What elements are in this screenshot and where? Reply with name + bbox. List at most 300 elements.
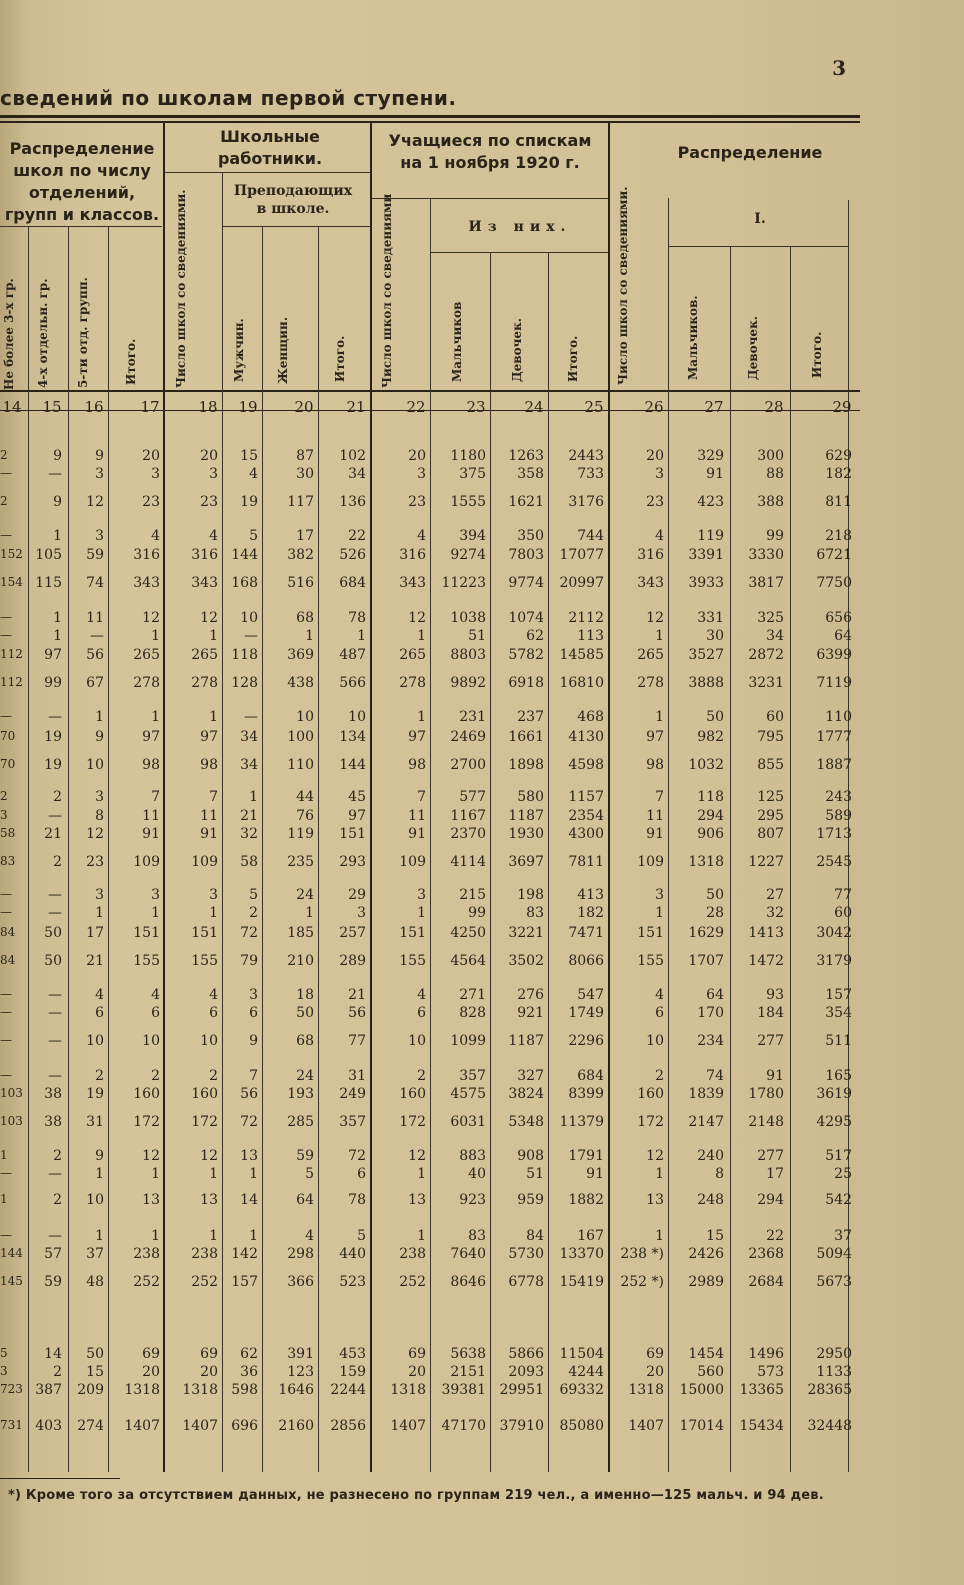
- table-cell: 17: [296, 528, 314, 544]
- table-cell: 1: [655, 628, 664, 644]
- table-cell: 67: [86, 675, 104, 691]
- table-cell: 25: [834, 1166, 852, 1182]
- table-cell: 144: [0, 1246, 23, 1260]
- table-cell: 70: [0, 757, 16, 771]
- col-header-rotated: Не более 3-х гр.: [2, 278, 16, 390]
- table-cell: 278: [637, 675, 664, 691]
- table-cell: 58: [0, 826, 16, 840]
- table-cell: —: [0, 528, 12, 542]
- table-cell: 278: [191, 675, 218, 691]
- table-cell: 5782: [508, 647, 544, 663]
- table-cell: 10: [296, 709, 314, 725]
- table-cell: 369: [287, 647, 314, 663]
- table-cell: 210: [287, 953, 314, 969]
- table-cell: 3: [209, 887, 218, 903]
- table-cell: 2368: [748, 1246, 784, 1262]
- table-cell: 9: [95, 1148, 104, 1164]
- table-cell: 1: [0, 1192, 8, 1206]
- table-cell: 77: [834, 887, 852, 903]
- table-cell: 34: [766, 628, 784, 644]
- table-cell: —: [48, 466, 62, 482]
- table-cell: 316: [191, 547, 218, 563]
- table-cell: 723: [0, 1382, 23, 1396]
- table-cell: 30: [296, 466, 314, 482]
- table-cell: 72: [240, 1114, 258, 1130]
- table-cell: 744: [577, 528, 604, 544]
- table-cell: 85080: [559, 1418, 604, 1434]
- table-cell: 24: [296, 1068, 314, 1084]
- table-cell: 343: [191, 575, 218, 591]
- table-cell: 343: [133, 575, 160, 591]
- table-cell: 238: [133, 1246, 160, 1262]
- header-subrule: [165, 172, 370, 173]
- table-cell: 2: [151, 1068, 160, 1084]
- header-subrule: [222, 226, 370, 227]
- table-cell: 1: [655, 1228, 664, 1244]
- table-cell: 50: [706, 887, 724, 903]
- table-cell: 18: [296, 987, 314, 1003]
- table-cell: 908: [517, 1148, 544, 1164]
- table-cell: 20: [408, 448, 426, 464]
- table-cell: 218: [825, 528, 852, 544]
- table-cell: 1646: [278, 1382, 314, 1398]
- table-cell: 2370: [450, 826, 486, 842]
- table-cell: 1: [209, 1228, 218, 1244]
- table-cell: 19: [240, 494, 258, 510]
- table-cell: 5866: [508, 1346, 544, 1362]
- table-cell: 1: [655, 905, 664, 921]
- table-cell: 31: [86, 1114, 104, 1130]
- table-cell: 50: [706, 709, 724, 725]
- table-cell: 357: [459, 1068, 486, 1084]
- table-cell: 1187: [508, 808, 544, 824]
- table-cell: 5: [357, 1228, 366, 1244]
- table-cell: 145: [0, 1274, 23, 1288]
- table-cell: 1: [151, 1228, 160, 1244]
- table-cell: 38: [44, 1114, 62, 1130]
- table-cell: 1: [95, 1228, 104, 1244]
- table-cell: 117: [287, 494, 314, 510]
- table-cell: 172: [191, 1114, 218, 1130]
- table-cell: —: [0, 466, 12, 480]
- table-cell: 11: [408, 808, 426, 824]
- table-cell: 3: [417, 887, 426, 903]
- table-cell: 28: [706, 905, 724, 921]
- table-cell: 4: [417, 987, 426, 1003]
- table-cell: 155: [133, 953, 160, 969]
- table-cell: 2148: [748, 1114, 784, 1130]
- table-cell: 6918: [508, 675, 544, 691]
- table-cell: 23: [142, 494, 160, 510]
- table-cell: 8066: [568, 953, 604, 969]
- table-cell: 1: [209, 1166, 218, 1182]
- table-cell: 3: [95, 789, 104, 805]
- table-cell: 99: [766, 528, 784, 544]
- table-cell: 12: [646, 1148, 664, 1164]
- table-cell: 109: [399, 854, 426, 870]
- table-cell: 105: [35, 547, 62, 563]
- table-cell: 2: [53, 1364, 62, 1380]
- table-cell: 12: [646, 610, 664, 626]
- table-cell: 3: [151, 466, 160, 482]
- table-cell: —: [48, 1005, 62, 1021]
- table-cell: 7750: [816, 575, 852, 591]
- table-cell: 2093: [508, 1364, 544, 1380]
- table-cell: 542: [825, 1192, 852, 1208]
- table-cell: 69: [408, 1346, 426, 1362]
- table-cell: 277: [757, 1033, 784, 1049]
- table-cell: 20: [646, 448, 664, 464]
- table-cell: 1407: [124, 1418, 160, 1434]
- table-cell: 1074: [508, 610, 544, 626]
- table-cell: 56: [348, 1005, 366, 1021]
- column-divider: [163, 122, 165, 1472]
- table-cell: 4: [305, 1228, 314, 1244]
- table-cell: 57: [44, 1246, 62, 1262]
- table-cell: 78: [348, 610, 366, 626]
- table-cell: 70: [0, 729, 16, 743]
- table-cell: 1227: [748, 854, 784, 870]
- table-cell: 4244: [568, 1364, 604, 1380]
- table-cell: 2545: [816, 854, 852, 870]
- table-cell: —: [48, 1166, 62, 1182]
- table-cell: 29: [348, 887, 366, 903]
- table-cell: 144: [339, 757, 366, 773]
- table-cell: 15419: [559, 1274, 604, 1290]
- table-cell: 231: [459, 709, 486, 725]
- table-cell: 8646: [450, 1274, 486, 1290]
- table-cell: 7: [417, 789, 426, 805]
- table-cell: 91: [408, 826, 426, 842]
- table-cell: 168: [231, 575, 258, 591]
- table-cell: 3: [0, 1364, 8, 1378]
- column-divider: [790, 246, 791, 1472]
- table-cell: 375: [459, 466, 486, 482]
- table-cell: 7119: [816, 675, 852, 691]
- table-cell: 293: [339, 854, 366, 870]
- table-cell: 1: [249, 789, 258, 805]
- table-cell: 13: [646, 1192, 664, 1208]
- table-cell: 2700: [450, 757, 486, 773]
- column-number: 23: [466, 398, 486, 416]
- table-cell: 51: [526, 1166, 544, 1182]
- table-cell: 350: [517, 528, 544, 544]
- table-cell: 2244: [330, 1382, 366, 1398]
- table-cell: 160: [191, 1086, 218, 1102]
- table-cell: 11: [200, 808, 218, 824]
- column-number: 17: [140, 398, 160, 416]
- table-cell: 193: [287, 1086, 314, 1102]
- table-cell: 99: [468, 905, 486, 921]
- column-number: 16: [84, 398, 104, 416]
- table-cell: 1: [417, 709, 426, 725]
- table-cell: 165: [825, 1068, 852, 1084]
- table-cell: 1: [417, 1228, 426, 1244]
- table-cell: 69: [646, 1346, 664, 1362]
- table-cell: 15: [706, 1228, 724, 1244]
- table-cell: 109: [637, 854, 664, 870]
- table-cell: 10: [86, 1033, 104, 1049]
- table-cell: 921: [517, 1005, 544, 1021]
- table-cell: 294: [697, 808, 724, 824]
- table-cell: 109: [133, 854, 160, 870]
- table-cell: 1749: [568, 1005, 604, 1021]
- table-cell: 198: [517, 887, 544, 903]
- table-cell: 215: [459, 887, 486, 903]
- table-cell: 91: [142, 826, 160, 842]
- table-cell: —: [48, 808, 62, 824]
- table-cell: —: [0, 987, 12, 1001]
- table-cell: 1: [249, 1166, 258, 1182]
- table-cell: 9774: [508, 575, 544, 591]
- table-cell: 3: [151, 887, 160, 903]
- table-cell: 31: [348, 1068, 366, 1084]
- table-cell: 1: [249, 1228, 258, 1244]
- table-cell: 9: [95, 729, 104, 745]
- table-cell: 69: [200, 1346, 218, 1362]
- table-cell: 278: [399, 675, 426, 691]
- table-cell: —: [0, 1228, 12, 1242]
- table-cell: 1: [95, 905, 104, 921]
- table-cell: 47170: [441, 1418, 486, 1434]
- table-cell: 97: [44, 647, 62, 663]
- table-cell: 2354: [568, 808, 604, 824]
- col-header-rotated: Женщин.: [276, 316, 290, 384]
- table-cell: —: [244, 709, 258, 725]
- column-number: 22: [406, 398, 426, 416]
- table-cell: 382: [287, 547, 314, 563]
- table-cell: 9: [53, 494, 62, 510]
- table-cell: 795: [757, 729, 784, 745]
- table-cell: 91: [766, 1068, 784, 1084]
- table-cell: 100: [287, 729, 314, 745]
- table-cell: 10: [142, 1033, 160, 1049]
- table-cell: 329: [697, 448, 724, 464]
- table-cell: 2151: [450, 1364, 486, 1380]
- table-cell: 316: [399, 547, 426, 563]
- table-cell: 9274: [450, 547, 486, 563]
- table-cell: —: [0, 628, 12, 642]
- table-cell: 240: [697, 1148, 724, 1164]
- col-header-rotated: Мужчин.: [232, 318, 246, 382]
- table-cell: 20: [646, 1364, 664, 1380]
- column-divider: [370, 122, 372, 1472]
- table-cell: 1099: [450, 1033, 486, 1049]
- table-cell: 59: [86, 547, 104, 563]
- table-cell: 1032: [688, 757, 724, 773]
- table-cell: 1777: [816, 729, 852, 745]
- table-cell: 4575: [450, 1086, 486, 1102]
- table-cell: 6: [95, 1005, 104, 1021]
- table-cell: 265: [191, 647, 218, 663]
- table-cell: 2469: [450, 729, 486, 745]
- table-cell: 20: [408, 1364, 426, 1380]
- column-number: 19: [238, 398, 258, 416]
- table-cell: 274: [77, 1418, 104, 1434]
- table-cell: 151: [133, 925, 160, 941]
- table-cell: 12: [408, 610, 426, 626]
- table-cell: 6: [249, 1005, 258, 1021]
- table-cell: 249: [339, 1086, 366, 1102]
- table-cell: 278: [133, 675, 160, 691]
- table-cell: 5730: [508, 1246, 544, 1262]
- table-cell: 12: [142, 1148, 160, 1164]
- table-cell: 56: [240, 1086, 258, 1102]
- table-cell: 11: [142, 808, 160, 824]
- table-cell: 36: [240, 1364, 258, 1380]
- table-cell: 7: [249, 1068, 258, 1084]
- table-cell: 656: [825, 610, 852, 626]
- table-cell: 1: [151, 628, 160, 644]
- table-cell: 142: [231, 1246, 258, 1262]
- table-cell: 2147: [688, 1114, 724, 1130]
- table-cell: —: [0, 887, 12, 901]
- table-cell: 2950: [816, 1346, 852, 1362]
- table-cell: 3888: [688, 675, 724, 691]
- table-cell: 403: [35, 1418, 62, 1434]
- table-cell: 855: [757, 757, 784, 773]
- table-cell: 2: [249, 905, 258, 921]
- table-cell: 828: [459, 1005, 486, 1021]
- table-cell: 4130: [568, 729, 604, 745]
- table-cell: —: [0, 905, 12, 919]
- header-of-them: Из них.: [468, 219, 572, 235]
- table-cell: 2684: [748, 1274, 784, 1290]
- table-cell: 17014: [679, 1418, 724, 1434]
- table-cell: 289: [339, 953, 366, 969]
- table-cell: 366: [287, 1274, 314, 1290]
- table-cell: 72: [240, 925, 258, 941]
- table-cell: 248: [697, 1192, 724, 1208]
- table-cell: 172: [133, 1114, 160, 1130]
- col-header-rotated: 5-ти отд. групп.: [76, 277, 90, 388]
- table-cell: —: [48, 709, 62, 725]
- table-cell: 10: [646, 1033, 664, 1049]
- table-cell: 1263: [508, 448, 544, 464]
- table-cell: 298: [287, 1246, 314, 1262]
- table-cell: 3231: [748, 675, 784, 691]
- table-cell: 5: [249, 887, 258, 903]
- table-cell: 91: [586, 1166, 604, 1182]
- table-cell: 235: [287, 854, 314, 870]
- table-cell: 6: [417, 1005, 426, 1021]
- table-cell: 16810: [559, 675, 604, 691]
- table-cell: 684: [577, 1068, 604, 1084]
- table-cell: 3: [655, 887, 664, 903]
- table-cell: —: [48, 1228, 62, 1244]
- table-cell: 4: [151, 987, 160, 1003]
- table-cell: 2: [417, 1068, 426, 1084]
- table-cell: 9: [95, 448, 104, 464]
- column-number: 26: [644, 398, 664, 416]
- table-cell: 3: [95, 528, 104, 544]
- table-cell: 21: [44, 826, 62, 842]
- table-cell: 103: [0, 1114, 23, 1128]
- table-cell: —: [0, 1005, 12, 1019]
- table-cell: 1791: [568, 1148, 604, 1164]
- table-cell: —: [48, 1033, 62, 1049]
- table-cell: 316: [637, 547, 664, 563]
- table-cell: 144: [231, 547, 258, 563]
- table-cell: 4: [249, 466, 258, 482]
- table-cell: 17: [86, 925, 104, 941]
- table-cell: 13: [142, 1192, 160, 1208]
- header-subrule: [0, 226, 162, 227]
- table-cell: 1407: [390, 1418, 426, 1434]
- table-cell: 84: [0, 953, 16, 967]
- table-cell: 182: [577, 905, 604, 921]
- table-cell: 331: [697, 610, 724, 626]
- table-cell: 906: [697, 826, 724, 842]
- table-cell: 1318: [688, 854, 724, 870]
- table-cell: 4: [95, 987, 104, 1003]
- table-cell: 37: [834, 1228, 852, 1244]
- table-cell: 2426: [688, 1246, 724, 1262]
- table-cell: 68: [296, 1033, 314, 1049]
- table-cell: 44: [296, 789, 314, 805]
- table-cell: 151: [637, 925, 664, 941]
- table-cell: 2112: [568, 610, 604, 626]
- table-cell: 238: [399, 1246, 426, 1262]
- table-cell: 157: [825, 987, 852, 1003]
- table-cell: 7: [209, 789, 218, 805]
- table-cell: 1318: [182, 1382, 218, 1398]
- table-cell: 523: [339, 1274, 366, 1290]
- header-top-rule: [0, 121, 860, 123]
- table-cell: 7803: [508, 547, 544, 563]
- table-cell: 8: [95, 808, 104, 824]
- table-cell: 62: [526, 628, 544, 644]
- table-cell: 97: [200, 729, 218, 745]
- table-cell: 123: [287, 1364, 314, 1380]
- table-cell: 152: [0, 547, 23, 561]
- table-cell: 598: [231, 1382, 258, 1398]
- table-cell: 1: [95, 709, 104, 725]
- table-cell: 58: [240, 854, 258, 870]
- column-divider: [668, 198, 669, 1472]
- col-header-rotated: Число школ со сведениями.: [174, 189, 188, 388]
- table-cell: 64: [296, 1192, 314, 1208]
- table-cell: 1: [53, 528, 62, 544]
- table-cell: 98: [200, 757, 218, 773]
- table-cell: 629: [825, 448, 852, 464]
- page-number: 3: [832, 56, 846, 80]
- table-cell: 98: [646, 757, 664, 773]
- table-cell: 60: [834, 905, 852, 921]
- table-cell: 2160: [278, 1418, 314, 1434]
- table-cell: 6721: [816, 547, 852, 563]
- table-cell: 1780: [748, 1086, 784, 1102]
- table-cell: 12: [86, 494, 104, 510]
- col-header-rotated: 4-х отдельн. гр.: [36, 278, 50, 388]
- table-cell: 487: [339, 647, 366, 663]
- table-cell: 23: [200, 494, 218, 510]
- col-header-rotated: Число школ со сведениями: [380, 193, 394, 388]
- column-number: 27: [704, 398, 724, 416]
- table-cell: 128: [231, 675, 258, 691]
- table-cell: 72: [348, 1148, 366, 1164]
- table-cell: 62: [240, 1346, 258, 1362]
- table-cell: 6: [655, 1005, 664, 1021]
- column-number: 18: [198, 398, 218, 416]
- table-cell: 119: [287, 826, 314, 842]
- table-cell: —: [48, 905, 62, 921]
- table-cell: 1454: [688, 1346, 724, 1362]
- table-cell: 1898: [508, 757, 544, 773]
- table-cell: 566: [339, 675, 366, 691]
- table-cell: 112: [0, 647, 23, 661]
- table-cell: 22: [766, 1228, 784, 1244]
